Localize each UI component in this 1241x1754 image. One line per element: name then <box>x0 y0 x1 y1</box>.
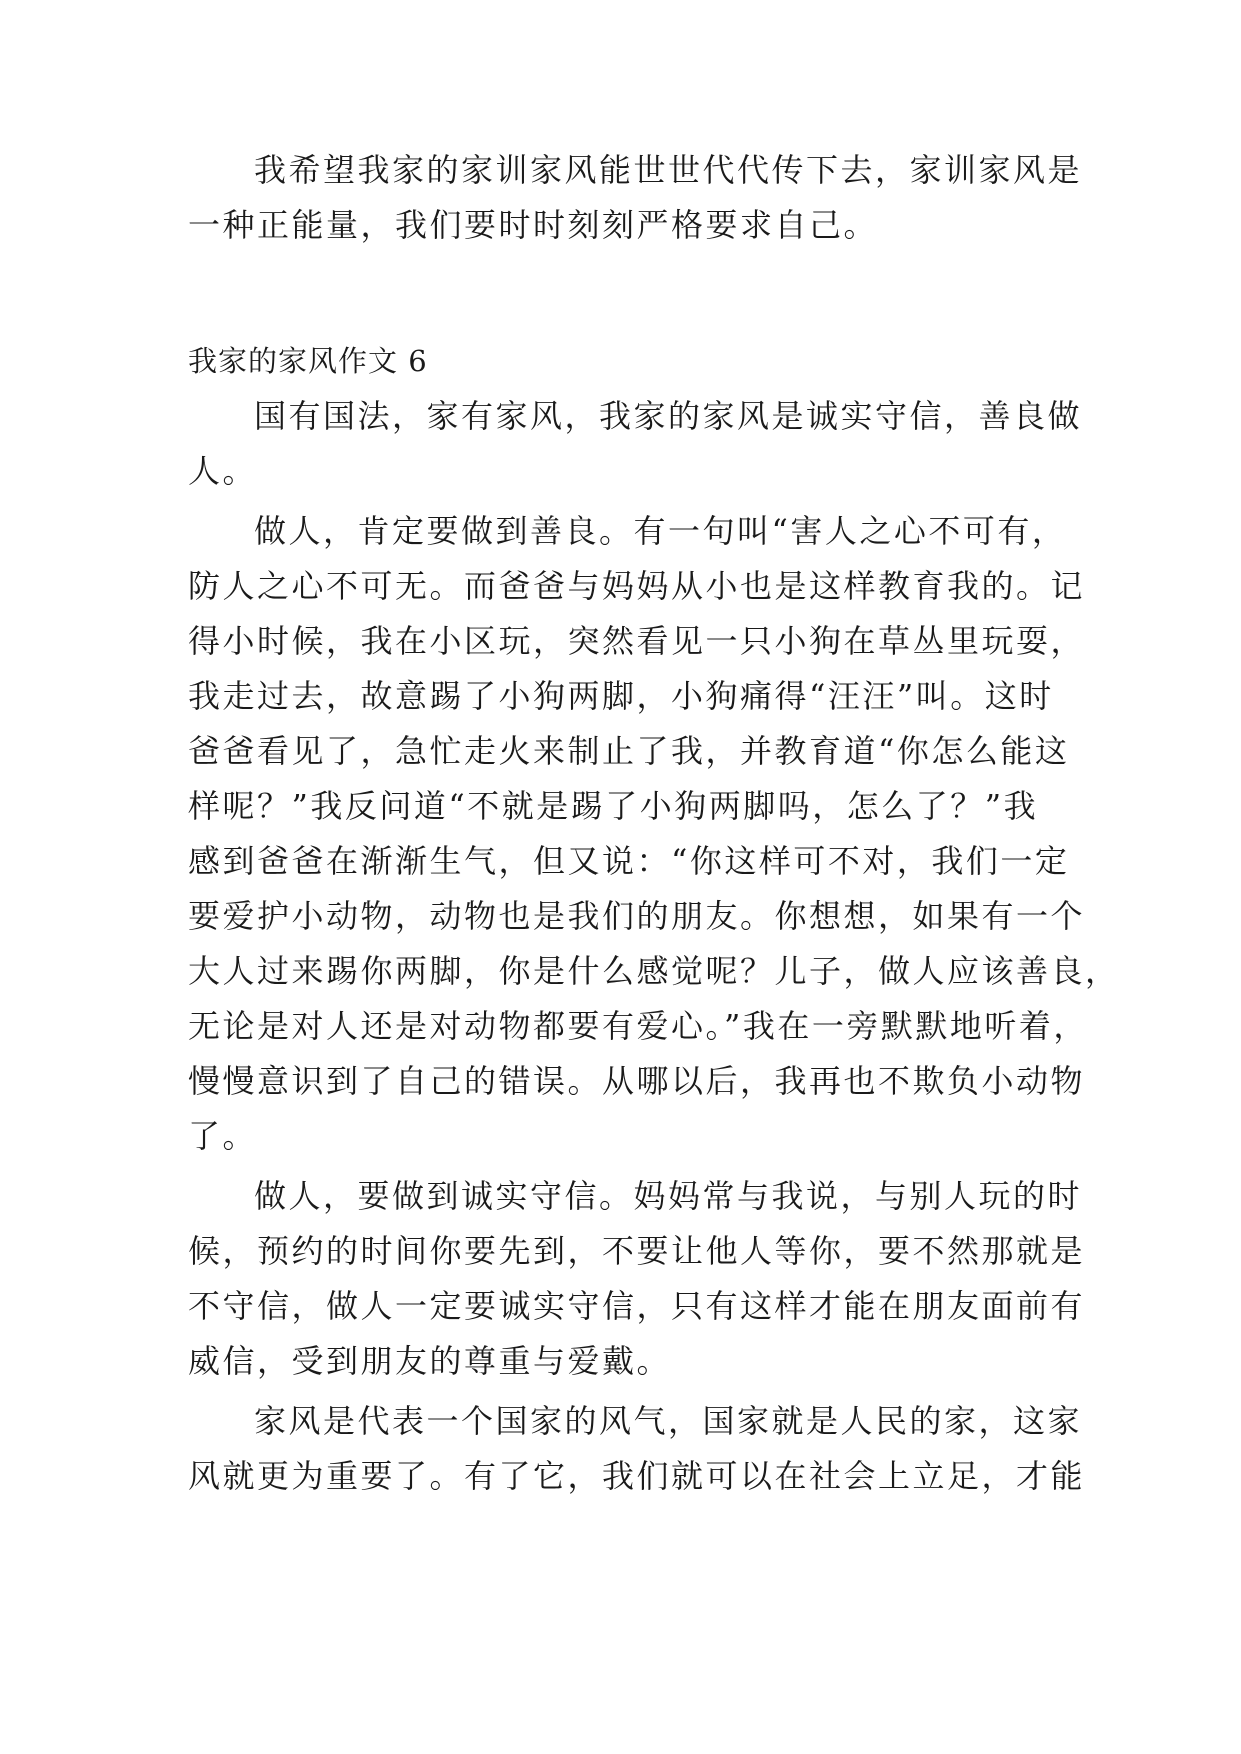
paragraph-line: 要爱护小动物，动物也是我们的朋友。你想想，如果有一个 <box>188 897 1086 935</box>
paragraph-line: 感到爸爸在渐渐生气，但又说：“你这样可不对，我们一定 <box>188 842 1070 880</box>
intro-line: 一种正能量，我们要时时刻刻严格要求自己。 <box>188 206 879 244</box>
paragraph-line: 大人过来踢你两脚，你是什么感觉呢？儿子，做人应该善良， <box>188 952 1120 990</box>
paragraph-line: 爸爸看见了，急忙走火来制止了我，并教育道“你怎么能这 <box>188 732 1070 770</box>
paragraph-line: 我走过去，故意踢了小狗两脚，小狗痛得“汪汪”叫。这时 <box>188 677 1054 715</box>
paragraph-line: 得小时候，我在小区玩，突然看见一只小狗在草丛里玩耍， <box>188 622 1086 660</box>
essay-title: 我家的家风作文 6 <box>188 344 428 378</box>
paragraph-line: 候，预约的时间你要先到，不要让他人等你，要不然那就是 <box>188 1232 1086 1270</box>
paragraph-line: 威信，受到朋友的尊重与爱戴。 <box>188 1342 672 1380</box>
intro-line: 我希望我家的家训家风能世世代代传下去，家训家风是 <box>254 151 1083 189</box>
paragraph-line: 无论是对人还是对动物都要有爱心。”我在一旁默默地听着， <box>188 1007 1088 1045</box>
paragraph-line: 人。 <box>188 452 258 490</box>
paragraph-line: 风就更为重要了。有了它，我们就可以在社会上立足，才能 <box>188 1457 1086 1495</box>
paragraph-line: 慢慢意识到了自己的错误。从哪以后，我再也不欺负小动物 <box>188 1062 1086 1100</box>
paragraph-line: 样呢？”我反问道“不就是踢了小狗两脚吗，怎么了？”我 <box>188 787 1039 825</box>
paragraph-line: 家风是代表一个国家的风气，国家就是人民的家，这家 <box>254 1402 1083 1440</box>
paragraph-line: 了。 <box>188 1117 258 1155</box>
paragraph-line: 做人，要做到诚实守信。妈妈常与我说，与别人玩的时 <box>254 1177 1083 1215</box>
paragraph-line: 防人之心不可无。而爸爸与妈妈从小也是这样教育我的。记 <box>188 567 1086 605</box>
paragraph-line: 做人，肯定要做到善良。有一句叫“害人之心不可有， <box>254 512 1067 550</box>
paragraph-line: 不守信，做人一定要诚实守信，只有这样才能在朋友面前有 <box>188 1287 1086 1325</box>
paragraph-line: 国有国法，家有家风，我家的家风是诚实守信，善良做 <box>254 397 1083 435</box>
